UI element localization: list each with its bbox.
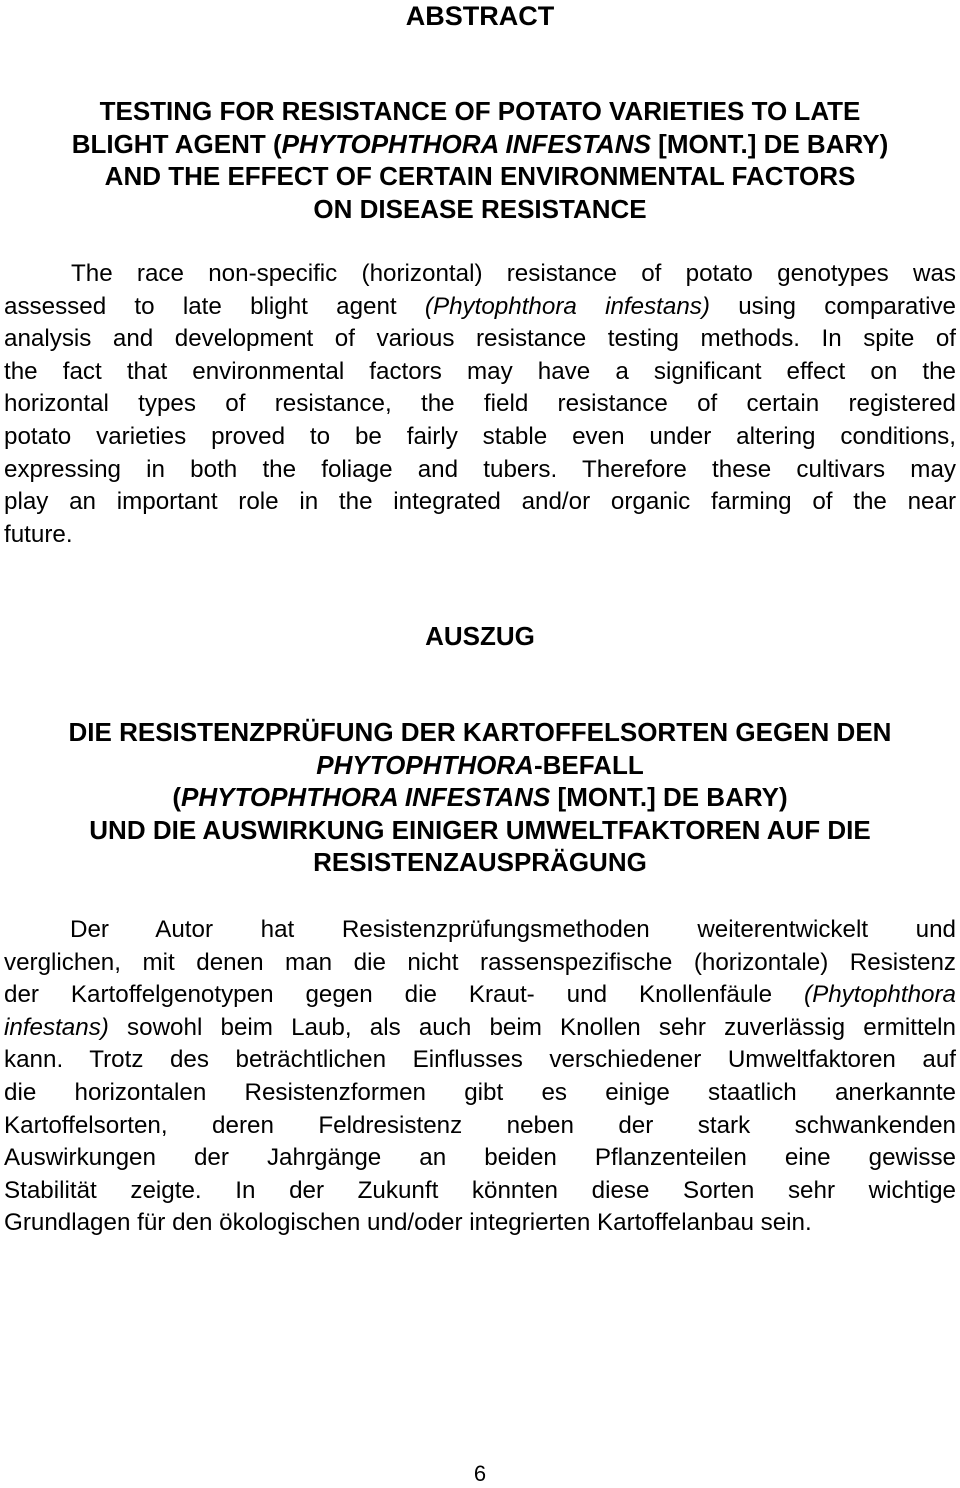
auszug-body-line: Auswirkungen der Jahrgänge an beiden Pflanzenteilen eine gewisse bbox=[4, 1144, 956, 1172]
abstract-title-line-2-c: [MONT.] DE BARY) bbox=[650, 128, 889, 159]
auszug-body-line: infestans) sowohl beim Laub, als auch beim Knollen sehr zuverlässig ermitteln bbox=[4, 1013, 956, 1041]
auszug-title-line-3: (PHYTOPHTHORA INFESTANS [MONT.] DE BARY) bbox=[172, 782, 788, 813]
auszug-body-line: die horizontalen Resistenzformen gibt es einige staatlich anerkannte bbox=[4, 1078, 956, 1106]
abstract-body-species: (Phytophthora infestans) bbox=[424, 292, 710, 320]
abstract-body-line: The race non-specific (horizontal) resistance of potato genotypes was bbox=[71, 260, 956, 287]
abstract-title bbox=[10, 95, 950, 225]
page-number: 6 bbox=[473, 1461, 487, 1486]
auszug-title-line-4: UND DIE AUSWIRKUNG EINIGER UMWELTFAKTOREN AUF DIE bbox=[89, 814, 871, 845]
auszug-title-line-5: RESISTENZAUSPRÄGUNG bbox=[313, 847, 647, 878]
abstract-title-line-2-a: BLIGHT AGENT ( bbox=[71, 128, 282, 159]
auszug-title-species-full: PHYTOPHTHORA INFESTANS bbox=[180, 782, 551, 813]
abstract-body-line: assessed to late blight agent (Phytophthora infestans) using comparative bbox=[4, 292, 956, 320]
auszug-body-line: verglichen, mit denen man die nicht rassenspezifische (horizontale) Resistenz bbox=[4, 948, 956, 976]
auszug-body-line: Grundlagen für den ökologischen und/oder integrierten Kartoffelanbau sein. bbox=[4, 1209, 812, 1237]
auszug-body-line: kann. Trotz des beträchtlichen Einflusses verschiedener Umweltfaktoren auf bbox=[4, 1046, 956, 1074]
auszug-title-line-1: DIE RESISTENZPRÜFUNG DER KARTOFFELSORTEN GEGEN DEN bbox=[68, 717, 892, 747]
abstract-heading: ABSTRACT bbox=[405, 1, 555, 31]
abstract-title-line-1: TESTING FOR RESISTANCE OF POTATO VARIETIES TO LATE bbox=[99, 96, 861, 126]
auszug-body-line: Der Autor hat Resistenzprüfungsmethoden weiterentwickelt und bbox=[70, 916, 956, 943]
auszug-title-species: PHYTOPHTHORA bbox=[316, 749, 534, 780]
abstract-title-line-3: AND THE EFFECT OF CERTAIN ENVIRONMENTAL FACTORS bbox=[104, 161, 856, 192]
abstract-body-line: analysis and development of various resistance testing methods. In spite of bbox=[4, 325, 956, 353]
auszug-body-line: der Kartoffelgenotypen gegen die Kraut- und Knollenfäule (Phytophthora bbox=[4, 981, 956, 1009]
auszug-body-species: (Phytophthora bbox=[804, 981, 956, 1009]
auszug-body bbox=[4, 914, 956, 1240]
auszug-body-line: Kartoffelsorten, deren Feldresistenz neben der stark schwankenden bbox=[4, 1111, 956, 1139]
auszug-heading: AUSZUG bbox=[425, 621, 535, 651]
abstract-title-species: PHYTOPHTHORA INFESTANS bbox=[281, 128, 651, 159]
auszug-body-line: Stabilität zeigte. In der Zukunft könnten diese Sorten sehr wichtige bbox=[4, 1176, 956, 1204]
abstract-body-line: future. bbox=[4, 520, 73, 548]
abstract-body-line: the fact that environmental factors may have a significant effect on the bbox=[4, 357, 956, 385]
abstract-body bbox=[4, 258, 956, 551]
abstract-body-line: play an important role in the integrated and/or organic farming of the near bbox=[4, 488, 956, 516]
auszug-title-line-2: PHYTOPHTHORA-BEFALL bbox=[316, 749, 644, 780]
abstract-body-line: expressing in both the foliage and tubers. Therefore these cultivars may bbox=[4, 455, 956, 483]
abstract-title-line-2 bbox=[10, 128, 950, 161]
auszug-title bbox=[10, 716, 950, 879]
abstract-body-line: potato varieties proved to be fairly stable even under altering conditions, bbox=[4, 422, 956, 450]
auszug-body-species-2: infestans) bbox=[4, 1013, 109, 1041]
abstract-body-line: horizontal types of resistance, the field resistance of certain registered bbox=[4, 390, 956, 418]
abstract-title-line-4: ON DISEASE RESISTANCE bbox=[313, 193, 647, 224]
